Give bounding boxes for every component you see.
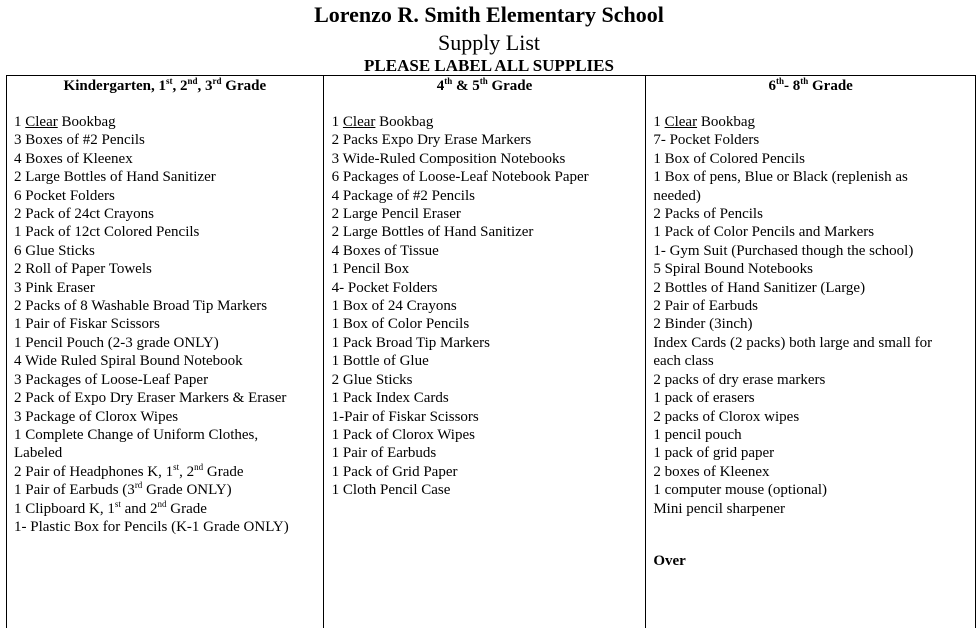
supply-item: 1 Pack of Grid Paper [331, 463, 458, 480]
supply-item: 5 Spiral Bound Notebooks [653, 261, 813, 278]
supply-item: 1 Clear Bookbag [331, 114, 434, 130]
supply-item: 2 Large Bottles of Hand Sanitizer [14, 169, 216, 186]
supply-item: 6 Glue Sticks [14, 242, 95, 259]
supply-item: 4- Pocket Folders [331, 279, 438, 296]
supply-item: 4 Wide Ruled Spiral Bound Notebook [14, 353, 243, 370]
supply-item: 1- Plastic Box for Pencils (K-1 Grade ONLY) [14, 518, 289, 535]
ordinal-suffix: nd [187, 76, 198, 86]
supply-item: 2 Large Bottles of Hand Sanitizer [331, 224, 534, 241]
ordinal-suffix: th [800, 76, 809, 86]
supply-item: 2 Pair of Earbuds [653, 298, 758, 315]
underlined-text: Clear [664, 114, 698, 130]
ordinal-suffix: nd [157, 498, 167, 509]
supply-item: 4 Package of #2 Pencils [331, 187, 475, 204]
supply-item: 2 Packs of 8 Washable Broad Tip Markers [14, 298, 268, 315]
supply-item: 2 Pack of Expo Dry Eraser Markers & Eraser [14, 390, 287, 407]
ordinal-suffix: th [479, 76, 488, 86]
supply-item: 1 Bottle of Glue [331, 353, 429, 370]
underlined-text: Clear [25, 114, 58, 130]
column-6-8 [646, 76, 976, 628]
school-title: Lorenzo R. Smith Elementary School [314, 2, 664, 27]
supply-list-title: Supply List [437, 30, 541, 55]
supply-item: Labeled [14, 445, 63, 462]
supply-table [6, 75, 976, 628]
supply-item: 3 Packages of Loose-Leaf Paper [14, 371, 209, 388]
supply-item: 1 Pair of Fiskar Scissors [14, 316, 160, 333]
supply-item: 3 Wide-Ruled Composition Notebooks [331, 150, 566, 167]
supply-item: 4 Boxes of Kleenex [14, 150, 133, 167]
supply-item: 2 Bottles of Hand Sanitizer (Large) [653, 279, 866, 296]
supply-item: 1 Pencil Box [331, 261, 410, 278]
supply-item: 2 Packs of Pencils [653, 206, 763, 223]
column-k-3 [7, 76, 324, 628]
column-heading: Kindergarten, 1st, 2nd, 3rd Grade [63, 76, 267, 94]
supply-item: 1 Complete Change of Uniform Clothes, [14, 426, 259, 443]
supply-item: 1-Pair of Fiskar Scissors [331, 408, 479, 425]
supply-items [14, 113, 319, 536]
supply-item: 2 Binder (3inch) [653, 316, 753, 333]
supply-item: 1 pack of erasers [653, 390, 755, 407]
label-notice: PLEASE LABEL ALL SUPPLIES [364, 56, 614, 75]
supply-item: 1 pencil pouch [653, 426, 742, 443]
supply-item: 6 Packages of Loose-Leaf Notebook Paper [331, 169, 589, 186]
supply-item: 1 Pack of Clorox Wipes [331, 426, 475, 443]
column-heading: 4th & 5th Grade [436, 76, 533, 94]
supply-item: 1 Pack Index Cards [331, 390, 449, 407]
column-4-5 [324, 76, 647, 628]
ordinal-suffix: rd [134, 480, 143, 491]
supply-item: 6 Pocket Folders [14, 187, 115, 204]
supply-item: 3 Package of Clorox Wipes [14, 408, 179, 425]
supply-item: needed) [653, 187, 701, 204]
supply-item: 1 Pair of Earbuds [331, 445, 437, 462]
ordinal-suffix: st [166, 76, 173, 86]
column-heading: 6th- 8th Grade [768, 76, 853, 94]
supply-item: 1 computer mouse (optional) [653, 482, 828, 499]
supply-item: 2 Glue Sticks [331, 371, 413, 388]
supply-item: 2 Large Pencil Eraser [331, 206, 461, 223]
supply-item: 1 Pencil Pouch (2-3 grade ONLY) [14, 334, 219, 351]
supply-item: 1 Pack of Color Pencils and Markers [653, 224, 875, 241]
supply-item: Mini pencil sharpener [653, 500, 785, 517]
supply-item: 1 Pack of 12ct Colored Pencils [14, 224, 200, 241]
supply-item: 2 Pack of 24ct Crayons [14, 206, 154, 223]
supply-item: 7- Pocket Folders [653, 132, 760, 149]
ordinal-suffix: st [114, 498, 121, 509]
supply-item: 4 Boxes of Tissue [331, 242, 439, 259]
supply-item: 1 Pack Broad Tip Markers [331, 334, 490, 351]
ordinal-suffix: th [444, 76, 453, 86]
supply-item: 2 boxes of Kleenex [653, 463, 770, 480]
ordinal-suffix: rd [212, 76, 222, 86]
underlined-text: Clear [342, 114, 376, 130]
supply-item: 2 packs of dry erase markers [653, 371, 826, 388]
supply-item: 2 Roll of Paper Towels [14, 261, 152, 278]
supply-item: 1- Gym Suit (Purchased though the school) [653, 242, 914, 259]
supply-item: 1 Box of Color Pencils [331, 316, 470, 333]
supply-item: 1 Box of 24 Crayons [331, 298, 457, 315]
supply-item: 1 Box of pens, Blue or Black (replenish as [653, 169, 908, 186]
supply-item: 2 Packs Expo Dry Erase Markers [331, 132, 532, 149]
supply-item: 2 packs of Clorox wipes [653, 408, 800, 425]
supply-item: 3 Pink Eraser [14, 279, 95, 296]
ordinal-suffix: th [775, 76, 784, 86]
supply-item: 1 Clear Bookbag [14, 114, 116, 130]
over-note: Over [653, 553, 686, 569]
supply-item: 1 Cloth Pencil Case [331, 482, 451, 499]
supply-item: 3 Boxes of #2 Pencils [14, 132, 145, 149]
supply-item: 2 Pair of Headphones K, 1st, 2nd Grade [14, 461, 244, 480]
supply-item: 1 Clipboard K, 1st and 2nd Grade [14, 498, 207, 517]
ordinal-suffix: st [173, 461, 180, 472]
supply-item: 1 pack of grid paper [653, 445, 775, 462]
supply-items [653, 113, 971, 518]
supply-items [332, 113, 642, 500]
supply-item: each class [653, 353, 714, 370]
ordinal-suffix: nd [194, 461, 204, 472]
supply-item: Index Cards (2 packs) both large and small for [653, 334, 933, 351]
supply-item: 1 Clear Bookbag [653, 114, 755, 130]
supply-item: 1 Box of Colored Pencils [653, 150, 805, 167]
supply-item: 1 Pair of Earbuds (3rd Grade ONLY) [14, 480, 232, 499]
